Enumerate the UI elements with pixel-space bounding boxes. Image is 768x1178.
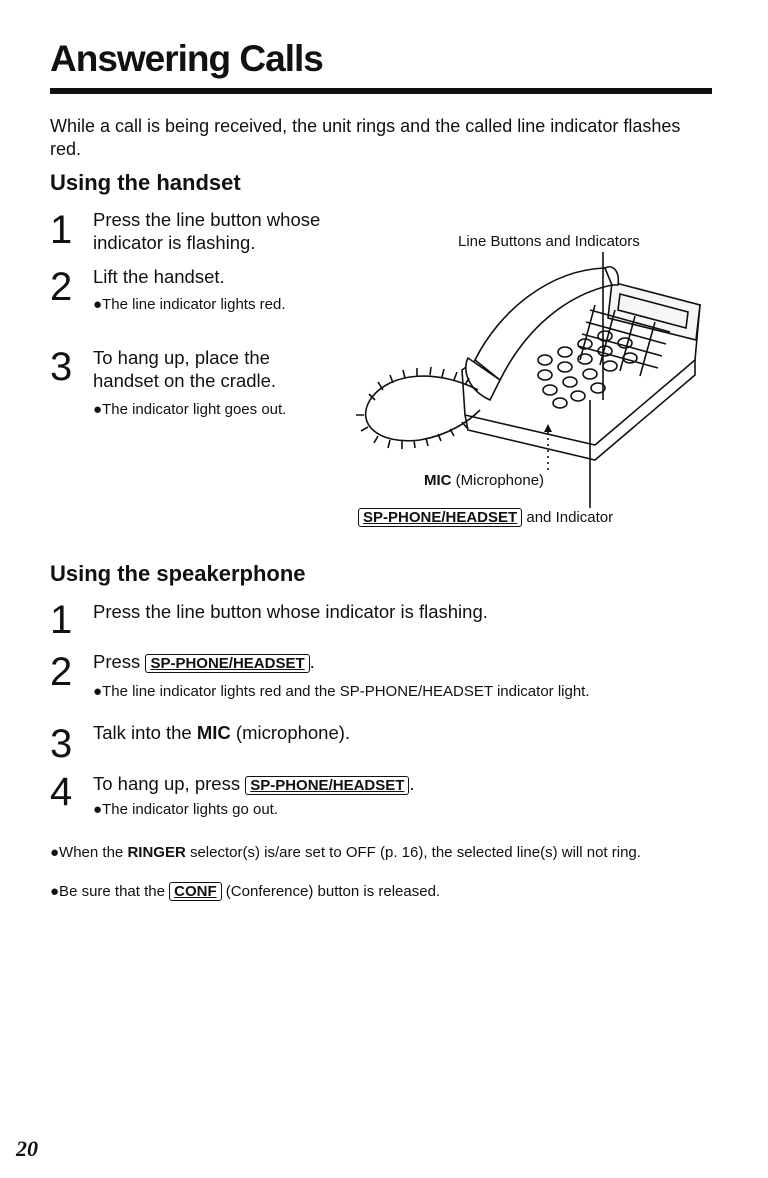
- handset-step-2-text: Lift the handset.: [93, 266, 225, 287]
- page-number: 20: [16, 1136, 38, 1161]
- speaker-step-1-text: Press the line button whose indicator is flashing.: [93, 601, 488, 622]
- handset-step-3-note: ●The indicator light goes out.: [93, 401, 287, 418]
- callout-mic: [424, 472, 544, 489]
- callout-mic-bold: MIC: [424, 472, 452, 489]
- handset-step-3-text: To hang up, place the handset on the cradle.: [93, 347, 277, 391]
- speaker-step-4-note: ●The indicator lights go out.: [93, 801, 278, 818]
- callout-line-buttons: Line Buttons and Indicators: [458, 233, 640, 250]
- speaker-step-3-prefix: Talk into the: [93, 722, 197, 743]
- speaker-step-2-prefix: Press: [93, 651, 146, 672]
- footnote-ringer: [50, 843, 710, 862]
- sp-phone-headset-key-icon: SP-PHONE/HEADSET: [145, 654, 309, 673]
- speaker-step-3-bold: MIC: [196, 722, 231, 743]
- speaker-step-1-number: 1: [50, 598, 73, 642]
- speaker-step-4-number: 4: [50, 770, 73, 814]
- speaker-step-2-note: ●The line indicator lights red and the SP-PHONE/HEADSET indicator light.: [93, 683, 590, 700]
- handset-step-2-number: 2: [50, 265, 73, 309]
- sp-phone-headset-key-icon: SP-PHONE/HEADSET: [245, 776, 409, 795]
- telephone-illustration: [350, 250, 710, 510]
- footnote-conf-suffix: (Conference) button is released.: [221, 883, 441, 900]
- footnote-conf: [50, 882, 710, 901]
- speakerphone-heading: Using the speakerphone: [50, 561, 306, 586]
- handset-step-1-text: Press the line button whose indicator is flashing.: [93, 209, 321, 253]
- callout-sp-phone: [358, 508, 613, 527]
- speaker-step-4-prefix: To hang up, press: [93, 773, 246, 794]
- handset-heading: Using the handset: [50, 170, 241, 195]
- footnote-ringer-suffix: selector(s) is/are set to OFF (p. 16), the selected line(s) will not ring.: [185, 844, 641, 861]
- speaker-step-2-number: 2: [50, 650, 73, 694]
- callout-sp-rest: and Indicator: [522, 509, 614, 526]
- handset-step-3-number: 3: [50, 345, 73, 389]
- speaker-step-4-suffix: .: [409, 773, 415, 794]
- handset-step-2-note: ●The line indicator lights red.: [93, 296, 286, 313]
- footnote-ringer-prefix: ●When the: [50, 844, 128, 861]
- callout-mic-rest: (Microphone): [451, 472, 545, 489]
- speaker-step-2-text: [93, 650, 315, 673]
- conf-key-icon: CONF: [169, 882, 222, 901]
- handset-step-1-number: 1: [50, 208, 73, 252]
- footnote-ringer-bold: RINGER: [127, 844, 186, 861]
- intro-paragraph: While a call is being received, the unit rings and the called line indicator flashes red.: [50, 116, 681, 159]
- speaker-step-2-suffix: .: [309, 651, 315, 672]
- title-rule: [50, 88, 712, 94]
- page-title: Answering Calls: [50, 38, 323, 79]
- speaker-step-3-number: 3: [50, 722, 73, 766]
- speaker-step-3-suffix: (microphone).: [230, 722, 351, 743]
- sp-phone-headset-key-icon: SP-PHONE/HEADSET: [358, 508, 522, 527]
- speaker-step-3-text: [93, 721, 350, 744]
- footnote-conf-prefix: ●Be sure that the: [50, 883, 170, 900]
- speaker-step-4-text: [93, 772, 415, 795]
